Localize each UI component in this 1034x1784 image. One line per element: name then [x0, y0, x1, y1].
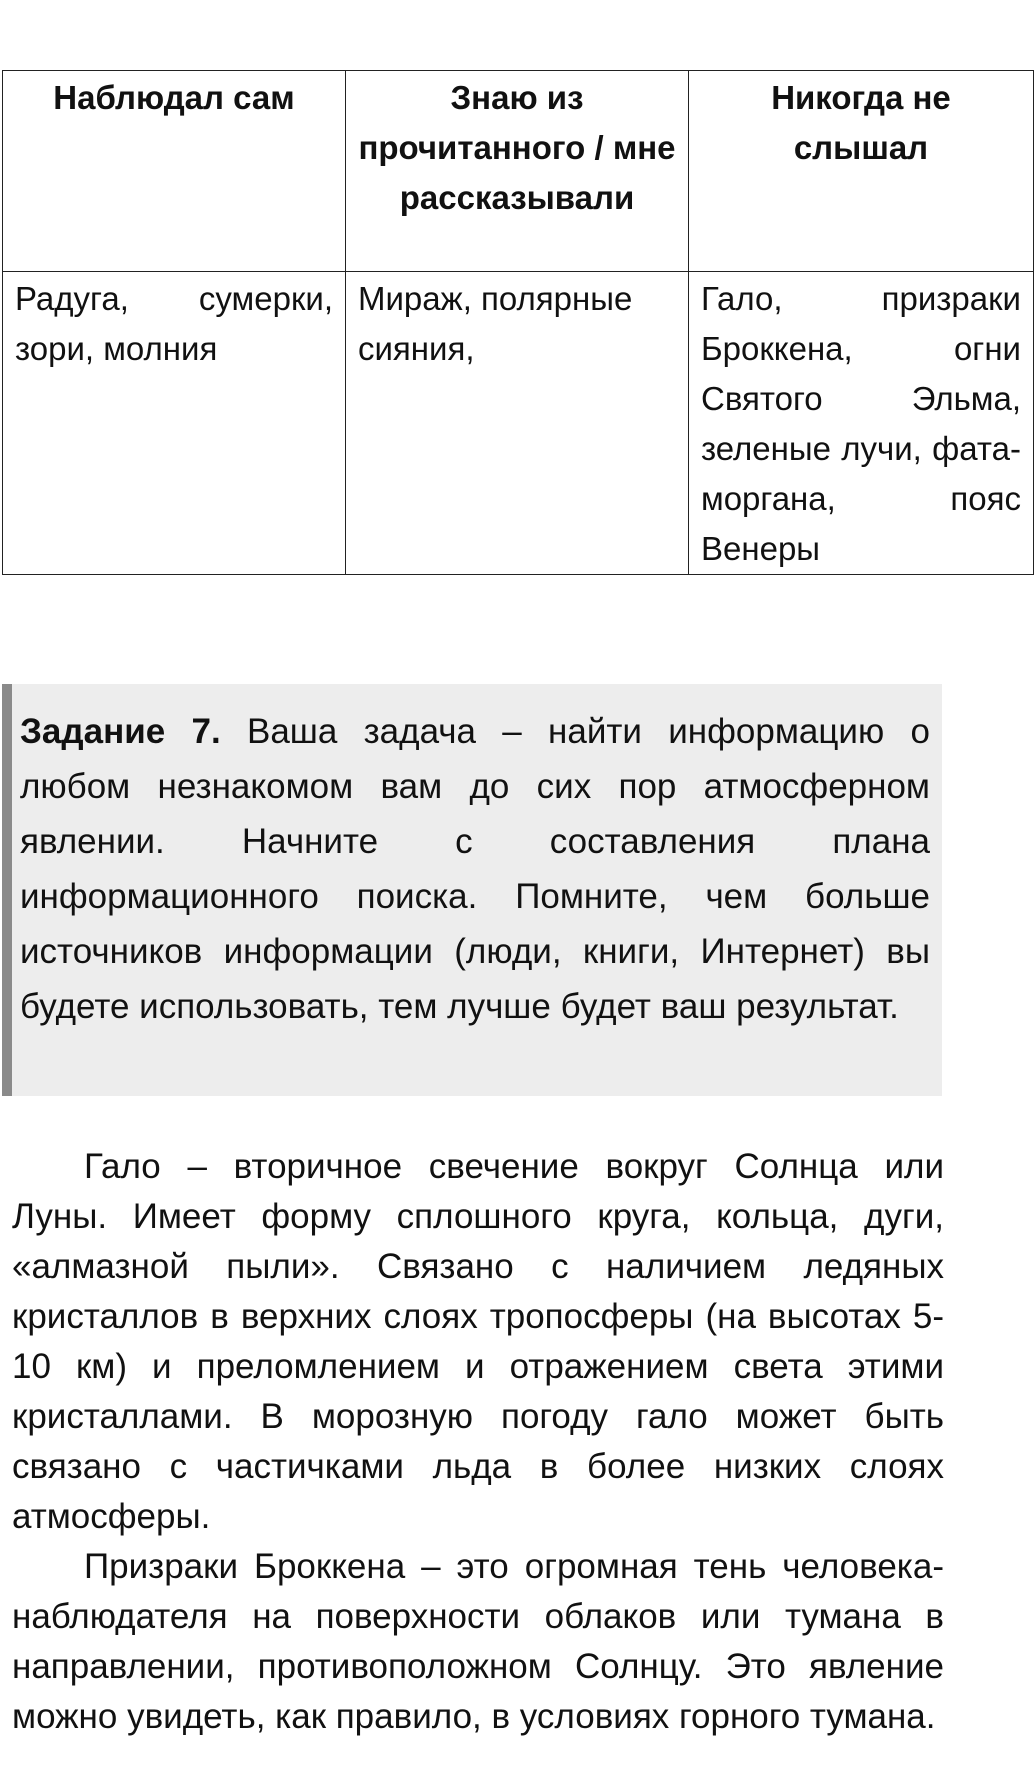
paragraph-brocken-spectre: Призраки Броккена – это огромная тень человека-наблюдателя на поверхности облаков или тумана в направлении, противоположном Солнцу. Это явление можно увидеть, как правило, в условиях горного тумана. — [12, 1547, 944, 1736]
header-observed-myself: Наблюдал сам — [3, 71, 346, 272]
task-text: Ваша задача – найти информацию о любом незнакомом вам до сих пор атмосферном явлении. Начните с составления плана информационного поиска. Помните, чем больше источников информации (люди, книги, Интернет) вы будете использовать, тем лучше будет ваш результат. — [20, 712, 930, 1026]
header-never-heard: Никогда не слышал — [689, 71, 1034, 272]
cell-observed-myself: Радуга, сумерки, зори, молния — [3, 272, 346, 575]
table-header-row — [3, 71, 1034, 272]
paragraph-halo: Гало – вторичное свечение вокруг Солнца или Луны. Имеет форму сплошного круга, кольца, дуги, «алмазной пыли». Связано с наличием ледяных кристаллов в верхних слоях тропосферы (на высотах 5-10 км) и преломлением и отражением света этими кристаллами. В морозную погоду гало может быть связано с частичками льда в более низких слоях атмосферы. — [12, 1147, 944, 1536]
header-know-from-reading: Знаю из прочитанного / мне рассказывали — [346, 71, 689, 272]
article-body — [12, 1142, 944, 1742]
observation-table — [2, 70, 1034, 575]
task-box — [2, 684, 942, 1096]
cell-never-heard: Гало, призраки Броккена, огни Святого Эльма, зеленые лучи, фата-моргана, пояс Венеры — [689, 272, 1034, 575]
task-label: Задание 7. — [20, 712, 221, 751]
cell-know-from-reading: Мираж, полярные сияния, — [346, 272, 689, 575]
table-row — [3, 272, 1034, 575]
